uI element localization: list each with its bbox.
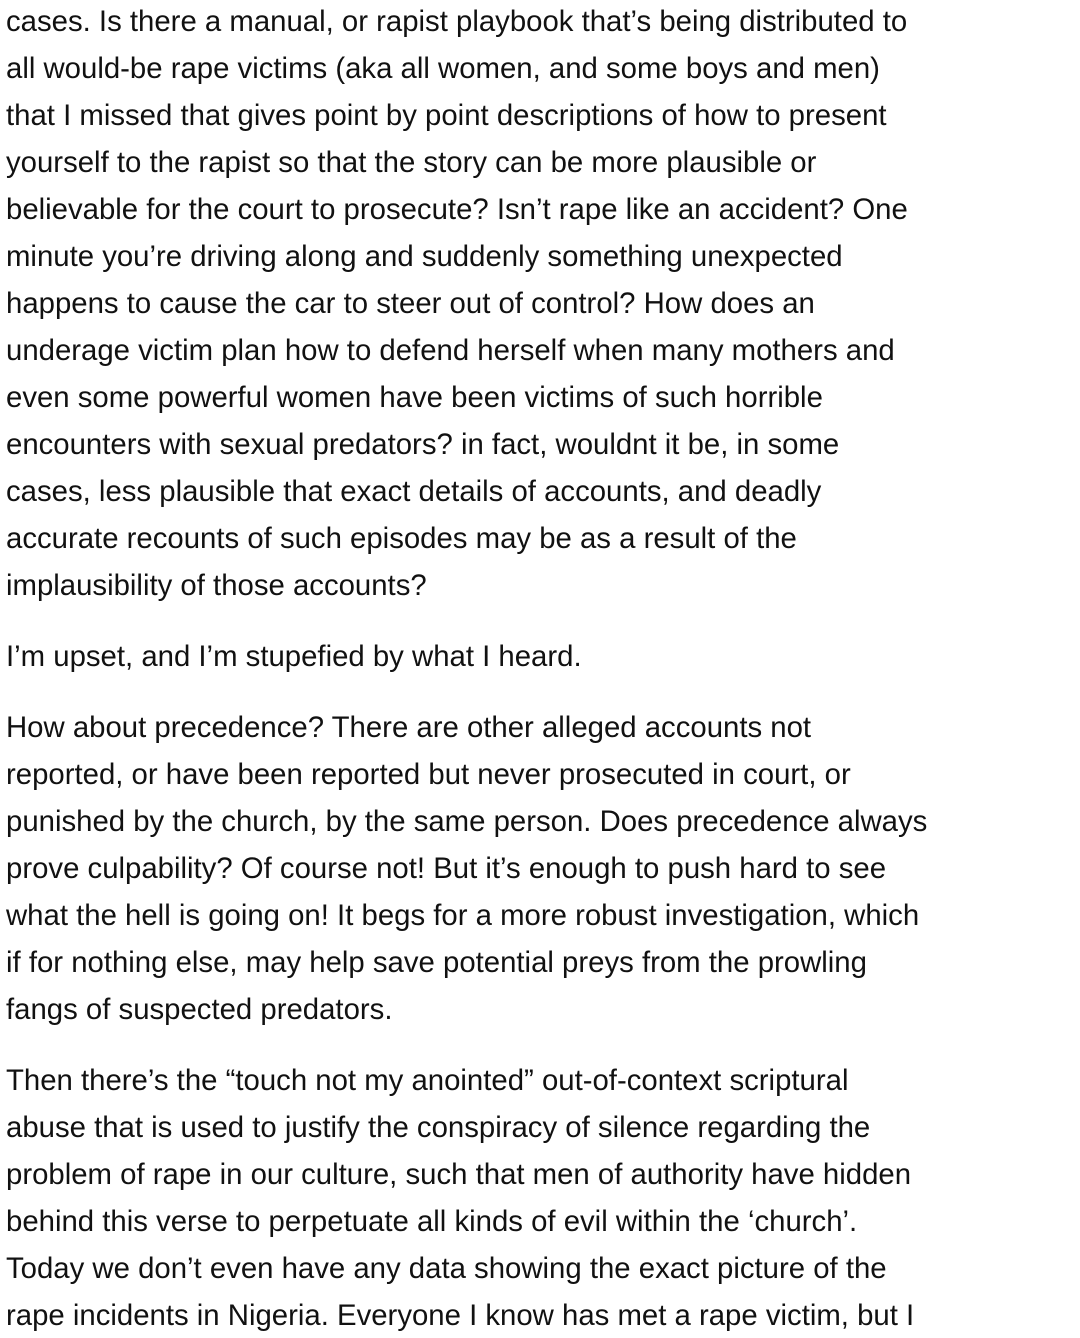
text-line: underage victim plan how to defend herself when many mothers and <box>6 334 895 367</box>
text-line: problem of rape in our culture, such that men of authority have hidden <box>6 1158 912 1191</box>
paragraph-playbook <box>6 0 1080 609</box>
text-line: implausibility of those accounts? <box>6 569 427 602</box>
text-line: that I missed that gives point by point descriptions of how to present <box>6 99 887 132</box>
paragraph-touch-not-my-anointed <box>6 1057 1080 1338</box>
text-line: minute you’re driving along and suddenly something unexpected <box>6 240 843 273</box>
text-line: even some powerful women have been victims of such horrible <box>6 381 823 414</box>
text-line: I’m upset, and I’m stupefied by what I heard. <box>6 640 582 673</box>
text-line: behind this verse to perpetuate all kinds of evil within the ‘church’. <box>6 1205 858 1238</box>
text-line: prove culpability? Of course not! But it’s enough to push hard to see <box>6 852 887 885</box>
text-line: fangs of suspected predators. <box>6 993 393 1026</box>
text-line: what the hell is going on! It begs for a more robust investigation, which <box>6 899 920 932</box>
text-line: abuse that is used to justify the conspiracy of silence regarding the <box>6 1111 871 1144</box>
text-line: accurate recounts of such episodes may be as a result of the <box>6 522 797 555</box>
text-line: Today we don’t even have any data showing the exact picture of the <box>6 1252 887 1285</box>
text-line: cases. Is there a manual, or rapist playbook that’s being distributed to <box>6 5 908 38</box>
text-line: cases, less plausible that exact details of accounts, and deadly <box>6 475 822 508</box>
text-line: reported, or have been reported but never prosecuted in court, or <box>6 758 851 791</box>
text-line: encounters with sexual predators? in fact, wouldnt it be, in some <box>6 428 840 461</box>
text-line: all would-be rape victims (aka all women, and some boys and men) <box>6 52 880 85</box>
text-line: punished by the church, by the same person. Does precedence always <box>6 805 928 838</box>
paragraph-precedence <box>6 704 1080 1033</box>
text-line: rape incidents in Nigeria. Everyone I know has met a rape victim, but I <box>6 1299 915 1332</box>
text-line: How about precedence? There are other alleged accounts not <box>6 711 812 744</box>
paragraph-upset <box>6 633 1080 680</box>
text-line: happens to cause the car to steer out of control? How does an <box>6 287 815 320</box>
text-line: yourself to the rapist so that the story can be more plausible or <box>6 146 817 179</box>
text-line: Then there’s the “touch not my anointed” out-of-context scriptural <box>6 1064 849 1097</box>
text-line: believable for the court to prosecute? Isn’t rape like an accident? One <box>6 193 908 226</box>
text-line: if for nothing else, may help save potential preys from the prowling <box>6 946 867 979</box>
